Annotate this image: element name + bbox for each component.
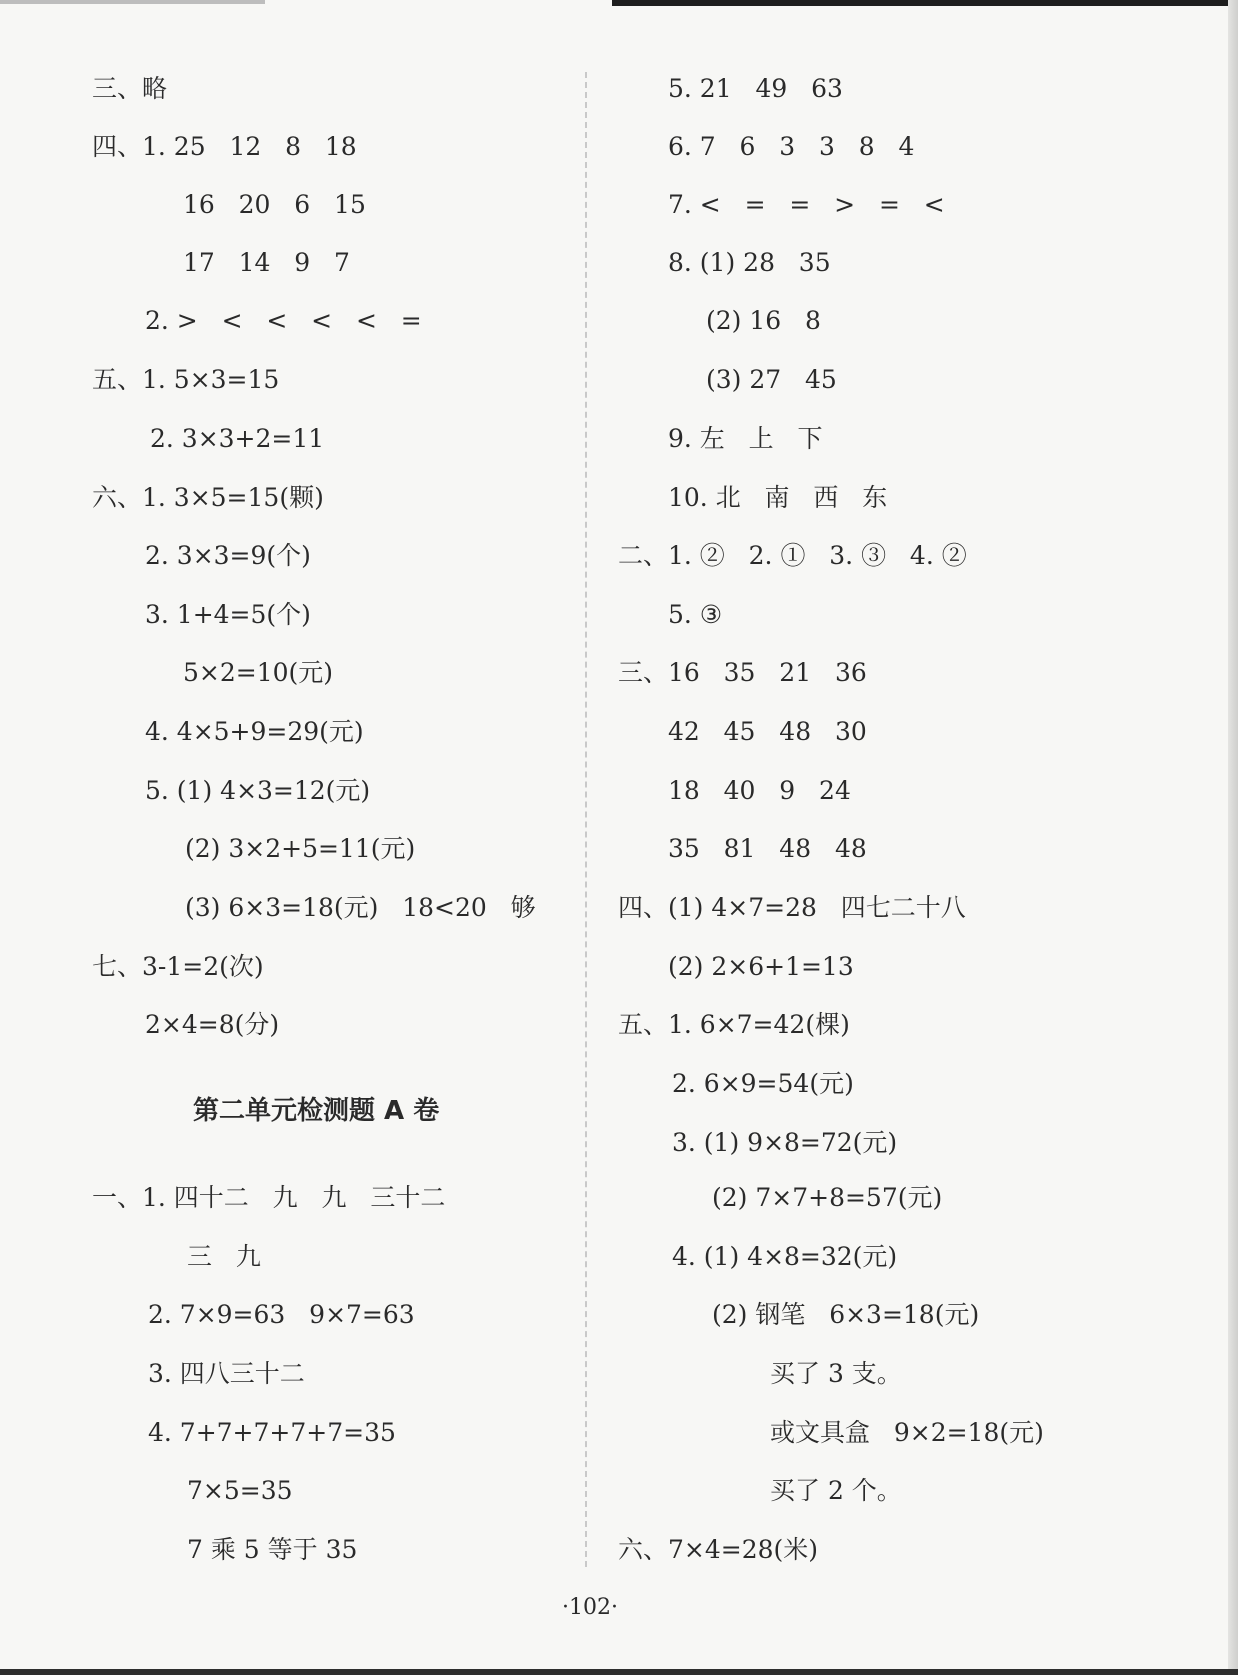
page-number: ·102· [562,1595,618,1620]
right-line: 五、1. 6×7=42(棵) [618,1010,850,1039]
left-line: 六、1. 3×5=15(颗) [92,483,324,512]
left-line: 17 14 9 7 [183,248,350,277]
left-line: 4. 4×5+9=29(元) [145,717,364,746]
left-line: 2. 3×3+2=11 [150,424,325,453]
column-divider [585,72,587,1567]
right-line: (2) 钢笔 6×3=18(元) [712,1300,980,1329]
left-line: 7 乘 5 等于 35 [187,1535,358,1564]
right-line: 买了 2 个。 [770,1476,902,1505]
right-line: 三、16 35 21 36 [618,658,867,687]
right-line: (2) 7×7+8=57(元) [712,1183,943,1212]
left-line: 2. 7×9=63 9×7=63 [148,1300,415,1329]
left-line: 七、3-1=2(次) [92,952,264,981]
left-line: (3) 6×3=18(元) 18<20 够 [185,893,536,922]
left-line: 五、1. 5×3=15 [92,365,280,394]
right-line: 六、7×4=28(米) [618,1535,819,1564]
right-line: 9. 左 上 下 [668,424,823,453]
section-title: 第二单元检测题 A 卷 [193,1096,440,1126]
right-line: (2) 16 8 [706,306,821,335]
left-line: 三 九 [187,1242,261,1271]
right-line: 5. ③ [668,600,723,629]
right-line: 4. (1) 4×8=32(元) [672,1242,898,1271]
left-line: (2) 3×2+5=11(元) [185,834,416,863]
scan-edge-top-left [0,0,265,4]
right-line: 35 81 48 48 [668,834,867,863]
right-line: 5. 21 49 63 [668,74,843,103]
left-line: 7×5=35 [187,1476,293,1505]
left-line: 4. 7+7+7+7+7=35 [148,1418,396,1447]
left-line: 5×2=10(元) [183,658,334,687]
left-line: 2×4=8(分) [145,1010,280,1039]
right-line: 8. (1) 28 35 [668,248,831,277]
right-line: 18 40 9 24 [668,776,851,805]
left-line: 三、略 [92,74,168,103]
right-line: 或文具盒 9×2=18(元) [770,1418,1044,1447]
right-line: 买了 3 支。 [770,1359,902,1388]
left-line: 2. > < < < < = [145,306,422,335]
scan-edge-top-right [612,0,1238,6]
left-line: 2. 3×3=9(个) [145,541,311,570]
left-line: 3. 1+4=5(个) [145,600,311,629]
left-line: 5. (1) 4×3=12(元) [145,776,371,805]
left-line: 3. 四八三十二 [148,1359,305,1388]
left-line: 一、1. 四十二 九 九 三十二 [92,1183,446,1212]
right-line: 10. 北 南 西 东 [668,483,888,512]
right-line: 2. 6×9=54(元) [672,1069,854,1098]
right-line: 6. 7 6 3 3 8 4 [668,132,915,161]
scan-edge-right [1228,0,1238,1675]
right-line: (3) 27 45 [706,365,837,394]
left-line: 16 20 6 15 [183,190,366,219]
right-line: 7. < = = > = < [668,190,945,219]
scan-edge-bottom [0,1669,1238,1675]
right-line: 42 45 48 30 [668,717,867,746]
right-line: 四、(1) 4×7=28 四七二十八 [618,893,966,922]
left-line: 四、1. 25 12 8 18 [92,132,357,161]
right-line: 二、1. ② 2. ① 3. ③ 4. ② [618,541,967,570]
right-line: 3. (1) 9×8=72(元) [672,1128,898,1157]
right-line: (2) 2×6+1=13 [668,952,854,981]
